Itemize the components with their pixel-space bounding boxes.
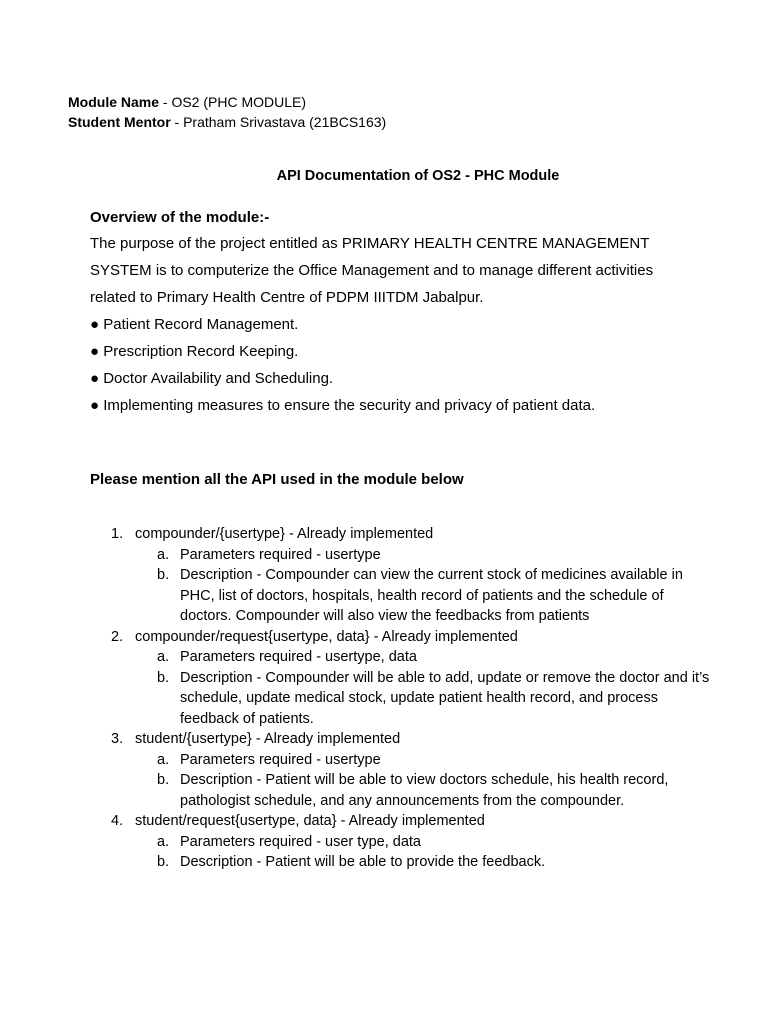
api-sub-list [135,832,710,873]
api-sub-letter: b. [157,772,170,788]
api-item [90,627,710,730]
api-item [90,729,710,811]
api-description: Description - Patient will be able to provide the feedback. [180,854,546,870]
api-parameters: Parameters required - usertype, data [180,649,417,665]
api-description: Description - Compounder can view the current stock of medicines available in PHC, list of doctors, hospitals, health record of patients and the schedule of doctors. Compounder will also view the feedbacks from patients [180,567,683,624]
api-sub-item [135,832,710,853]
api-list [90,524,710,873]
overview-line: The purpose of the project entitled as PRIMARY HEALTH CENTRE MANAGEMENT [90,235,650,252]
api-sub-letter: a. [157,546,170,563]
api-item-title: compounder/{usertype} - Already implemented [135,526,434,542]
document-title: API Documentation of OS2 - PHC Module [276,168,560,184]
api-sub-item [135,647,710,668]
api-sub-letter: b. [157,567,170,583]
feature-bullet: ● Prescription Record Keeping. [90,343,299,360]
feature-bullet-list [90,311,710,419]
api-item-number: 4. [111,813,124,829]
api-sub-letter: a. [157,833,170,850]
api-sub-list [135,545,710,627]
overview-paragraph [90,230,710,311]
api-sub-letter: a. [157,751,170,768]
api-sub-item [135,750,710,771]
api-sub-item [135,545,710,566]
feature-bullet: ● Implementing measures to ensure the security and privacy of patient data. [90,397,596,414]
api-item-number: 2. [111,628,124,645]
student-mentor-value: - Pratham Srivastava (21BCS163) [170,114,387,130]
feature-bullet: ● Patient Record Management. [90,316,299,333]
overview-line: SYSTEM is to computerize the Office Management and to manage different activities [90,262,654,279]
api-item-number: 3. [111,731,124,747]
module-meta [68,92,386,132]
module-name-line [68,92,386,112]
api-sub-item [135,852,710,873]
api-parameters: Parameters required - usertype [180,546,381,563]
api-parameters: Parameters required - user type, data [180,833,421,850]
api-sub-item [135,565,710,627]
api-sub-item [135,770,710,811]
api-item-number: 1. [111,526,124,542]
api-sub-letter: a. [157,649,170,665]
api-parameters: Parameters required - usertype [180,751,381,768]
api-section-heading: Please mention all the API used in the module below [90,471,464,488]
api-description: Description - Patient will be able to view doctors schedule, his health record, pathologist schedule, and any announcements from the compounder. [180,772,669,809]
api-sub-list [135,750,710,812]
feature-bullet: ● Doctor Availability and Scheduling. [90,370,334,387]
api-sub-letter: b. [157,669,170,686]
overview-line: related to Primary Health Centre of PDPM IIITDM Jabalpur. [90,289,484,306]
api-item [90,524,710,627]
document-body [90,208,710,873]
api-sub-item [135,668,710,730]
overview-heading: Overview of the module:- [90,209,270,226]
api-item [90,811,710,873]
module-name-value: - OS2 (PHC MODULE) [159,94,307,110]
api-item-title: student/{usertype} - Already implemented [135,731,401,747]
module-name-label: Module Name [68,94,160,110]
student-mentor-label: Student Mentor [68,114,171,130]
api-sub-list [135,647,710,729]
api-item-title: compounder/request{usertype, data} - Already implemented [135,628,518,645]
student-mentor-line [68,112,386,132]
api-description: Description - Compounder will be able to add, update or remove the doctor and it’s schedule, update medical stock, update patient health record, and process feedback of patients. [180,669,710,727]
api-sub-letter: b. [157,854,170,870]
api-item-title: student/request{usertype, data} - Already implemented [135,813,485,829]
